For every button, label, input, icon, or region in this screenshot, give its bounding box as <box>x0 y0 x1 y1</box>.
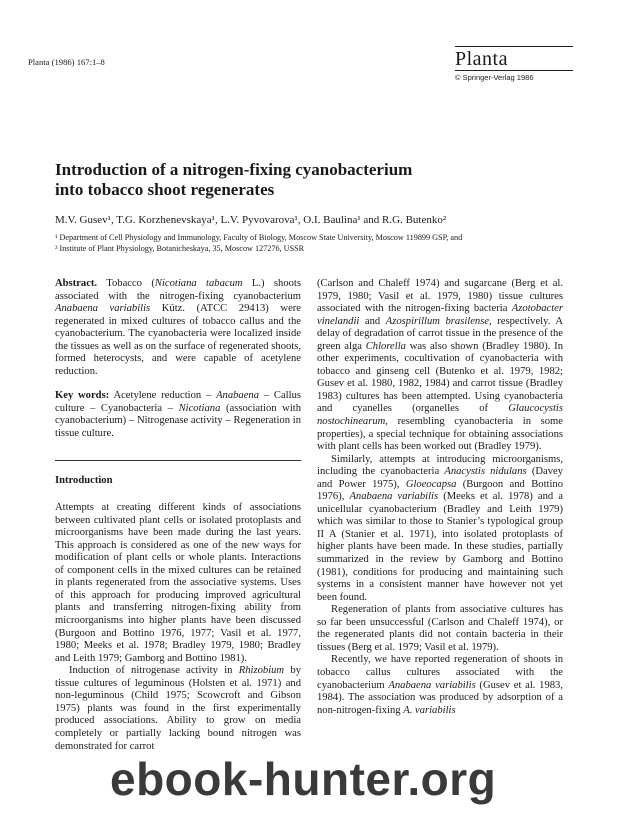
keywords: Key words: Acetylene reduction – Anabaena – Callus culture – Cyanobacteria – Nicotiana (association with cyanobacterium) – Nitrogenase activity – Regeneration in tissue culture. <box>55 390 302 440</box>
section-divider <box>55 460 301 461</box>
intro-paragraph-1: Attempts at creating different kinds of associations between cultivated plant cells or isolated protoplasts and microorganisms have been made during the last years. This approach is considered as one of the new ways for modification of plant cells or whole plants. Interactions of component cells in the mixed cultures can be retained in plants regenerated from the associative systems. Uses of this approach for producing improved agricultural plants and transferring nitrogen-fixing ability from microorganisms into higher plants have been discussed (Burgoon and Bottino 1976, 1977; Vasil et al. 1977, 1980; Meeks et al. 1978; Bradley 1979, 1980; Bradley and Leith 1979; Gamborg and Bottino 1981). <box>55 502 301 664</box>
abstract-label: Abstract. <box>55 278 98 289</box>
left-column <box>55 278 301 753</box>
affiliation-2: ² Institute of Plant Physiology, Botanicheskaya, 35, Moscow 127276, USSR <box>55 244 305 253</box>
logo-rule-top <box>455 46 573 47</box>
title-line-1: Introduction of a nitrogen-fixing cyanobacterium <box>55 160 413 179</box>
right-column <box>317 278 563 717</box>
publisher-copyright: © Springer-Verlag 1986 <box>455 73 534 82</box>
affiliations <box>55 232 585 254</box>
logo-rule-bottom <box>455 70 573 71</box>
right-paragraph-3: Regeneration of plants from associative cultures has so far been unsuccessful (Carlson and Chaleff 1974), or the regenerated plants did not contain bacteria in their tissues (Berg et al. 1979; Vasil et al. 1979). <box>317 604 563 653</box>
watermark: ebook-hunter.org <box>110 753 497 805</box>
author-list: M.V. Gusev¹, T.G. Korzhenevskaya¹, L.V. Pyvovarova¹, O.I. Baulina¹ and R.G. Butenko² <box>55 214 447 226</box>
title-line-2: into tobacco shoot regenerates <box>55 180 275 199</box>
article-title <box>55 160 575 200</box>
keywords-label: Key words: <box>55 390 110 402</box>
right-paragraph-4: Recently, we have reported regeneration of shoots in tobacco callus cultures associated with the cyanobacterium Anabaena variabilis (Gusev et al. 1983, 1984). The association was produced by adsorption of a non-nitrogen-fixing A. variabilis <box>317 654 564 716</box>
intro-heading: Introduction <box>55 474 113 486</box>
right-paragraph-1: (Carlson and Chaleff 1974) and sugarcane (Berg et al. 1979, 1980; Vasil et al. 1979, 1980) tissue cultures associated with the nitrogen-fixing bacteria Azotobacter vinelandii and Azospirillum brasilense, respectively. A delay of degradation of carrot tissue in the presence of the green alga Chlorella was also shown (Bradley 1980). In other experiments, cocultivation of cyanobacteria with tobacco and ginseng cell (Butenko et al. 1979, 1982; Gusev et al. 1980, 1982, 1984) and carrot tissue (Bradley 1983) cultures has been attempted. Using cyanobacteria and cyanelles (organelles of Glaucocystis nostochinearum, resembling cyanobacteria in some properties), a special technique for obtaining associations with plant cells has been worked out (Bradley 1979). <box>317 278 564 453</box>
journal-logo <box>455 46 573 82</box>
affiliation-1: ¹ Department of Cell Physiology and Immunology, Faculty of Biology, Moscow State University, Moscow 119899 GSP, and <box>55 233 463 242</box>
intro-paragraph-2: Induction of nitrogenase activity in Rhizobium by tissue cultures of leguminous (Holsten et al. 1971) and non-leguminous (Child 1975; Scowcroft and Gibson 1975) plants was found in the first experimentally produced associations. Ability to grow on media completely or partially lacking bound nitrogen was demonstrated for carrot <box>55 665 301 752</box>
abstract: Abstract. Tobacco (Nicotiana tabacum L.) shoots associated with the nitrogen-fixing cyanobacterium Anabaena variabilis Kütz. (ATCC 29413) were regenerated in mixed cultures of tobacco callus and the cyanobacterium. The cyanobacteria were localized inside the tissues as well as on the surface of regenerated shoots, formed heterocysts, and were capable of acetylene reduction. <box>55 278 301 377</box>
right-paragraph-2: Similarly, attempts at introducing microorganisms, including the cyanobacteria Anacystis nidulans (Davey and Power 1975), Gloeocapsa (Burgoon and Bottino 1976), Anabaena variabilis (Meeks et al. 1978) and a unicellular cyanobacterium (Bradley and Leith 1979) which was similar to those to Stanier’s typological group II A (Stanier et al. 1971), into isolated protoplasts of higher plants have been made. In these studies, partially summarized in the review by Gamborg and Bottino (1981), conditions for producing and maintaining such systems in a consistent manner have however not yet been found. <box>317 453 564 603</box>
journal-citation: Planta (1986) 167:1–8 <box>28 57 105 67</box>
journal-name: Planta <box>455 48 508 70</box>
